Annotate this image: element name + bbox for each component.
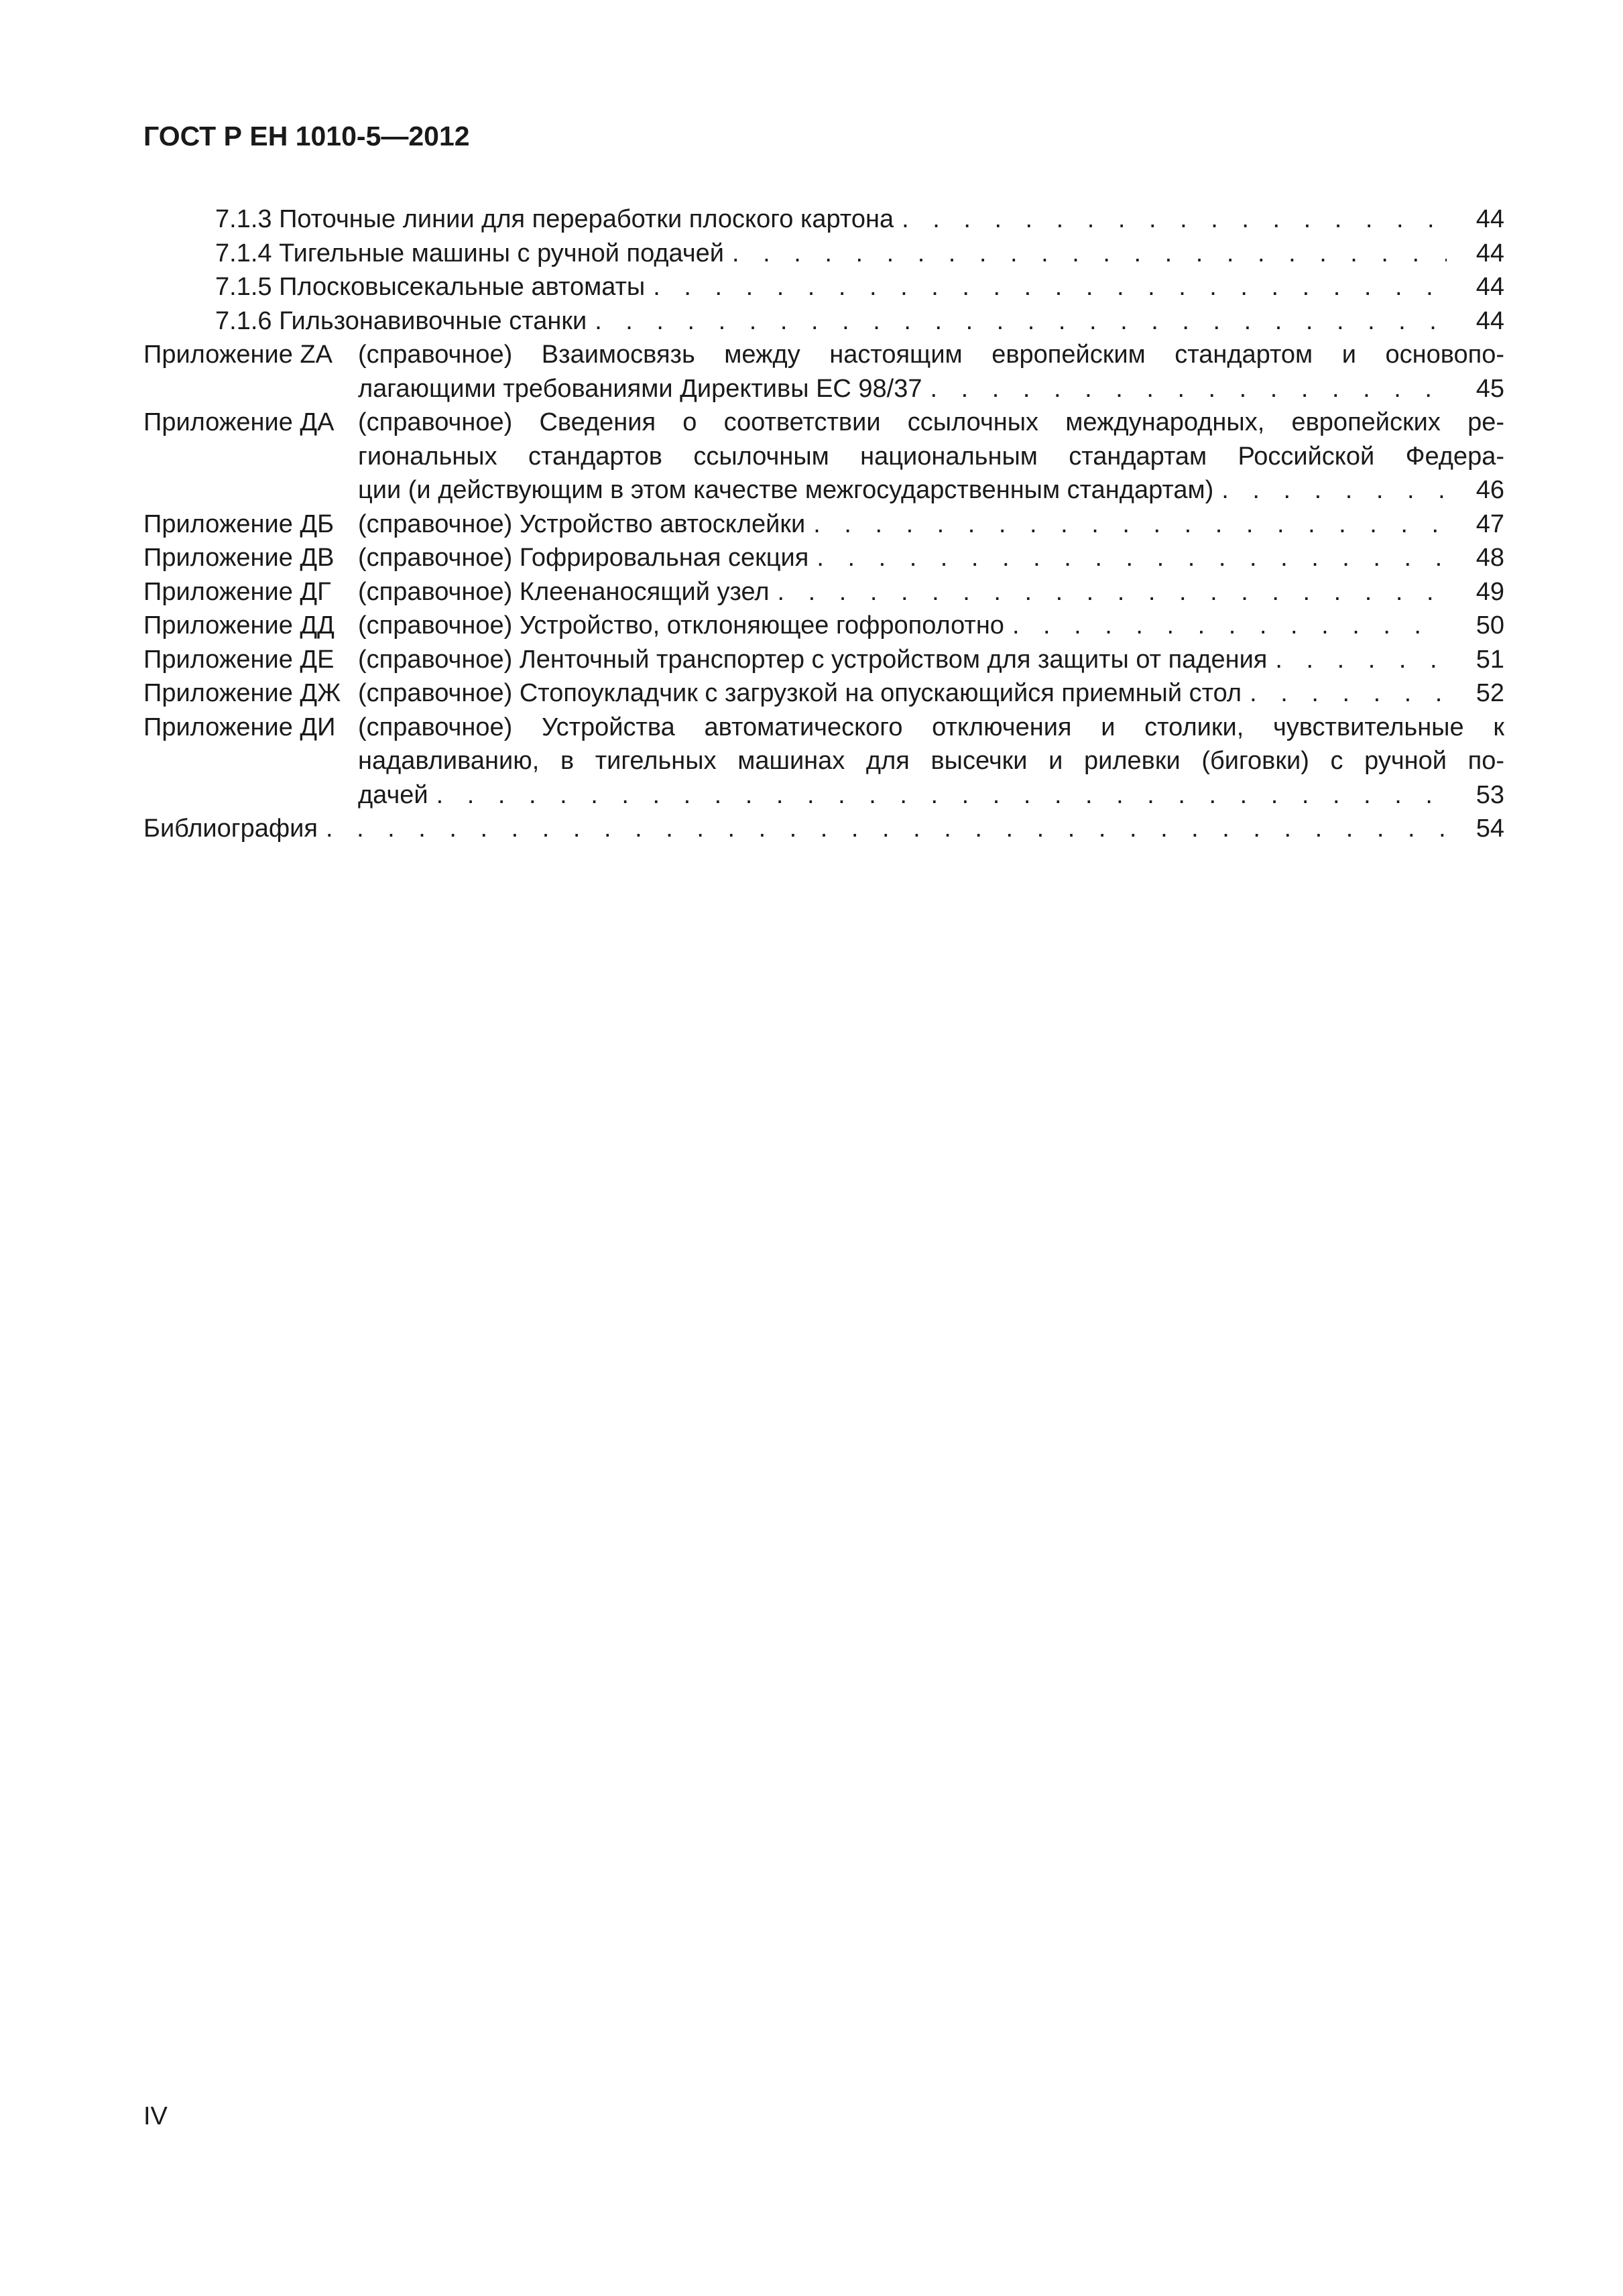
- appendix-label: Приложение ZA: [143, 341, 333, 369]
- toc-entry-appendix-db[interactable]: [143, 507, 1504, 542]
- toc-entry-text: (справочное) Ленточный транспортер с устройством для защиты от падения: [358, 645, 1268, 674]
- toc-page-number: 53: [1476, 780, 1504, 809]
- toc-entry-text: (справочное) Устройства автоматического отключения и столики, чувствительные к: [358, 713, 1504, 741]
- dot-leader: [1012, 609, 1447, 643]
- toc-entry-appendix-za[interactable]: [143, 338, 1504, 406]
- dot-leader: [653, 270, 1447, 304]
- toc-page-number: 44: [1476, 273, 1504, 301]
- toc-page-number: 45: [1476, 374, 1504, 403]
- toc-page-number: 51: [1476, 645, 1504, 674]
- appendix-label: Приложение ДД: [143, 611, 335, 640]
- toc-entry-appendix-dv[interactable]: [143, 541, 1504, 575]
- appendix-label: Приложение ДИ: [143, 713, 336, 741]
- table-of-contents: [143, 202, 1504, 846]
- appendix-label: Приложение ДЕ: [143, 645, 335, 674]
- toc-page-number: 54: [1476, 814, 1504, 843]
- dot-leader: [930, 372, 1447, 406]
- dot-leader: [732, 237, 1447, 271]
- toc-entry-text: ции (и действующим в этом качестве межгосударственным стандартам): [358, 476, 1214, 504]
- toc-entry-appendix-dd[interactable]: [143, 609, 1504, 643]
- toc-entry-appendix-di[interactable]: [143, 711, 1504, 812]
- toc-entry-text: гиональных стандартов ссылочным национальным стандартам Российской Федера-: [358, 442, 1504, 471]
- dot-leader: [778, 575, 1447, 609]
- toc-entry-7-1-4[interactable]: [143, 237, 1504, 271]
- dot-leader: [1275, 643, 1447, 677]
- dot-leader: [1221, 473, 1447, 507]
- dot-leader: [1250, 676, 1447, 711]
- toc-entry-bibliography[interactable]: [143, 812, 1504, 846]
- toc-entry-7-1-3[interactable]: [143, 202, 1504, 237]
- toc-entry-text: 7.1.3 Поточные линии для переработки плоского картона: [215, 205, 894, 233]
- dot-leader: [436, 778, 1447, 812]
- toc-entry-text: (справочное) Взаимосвязь между настоящим европейским стандартом и основопо-: [358, 341, 1504, 369]
- toc-page-number: 44: [1476, 239, 1504, 267]
- footer-page-number: IV: [143, 2102, 168, 2130]
- toc-page-number: 47: [1476, 509, 1504, 538]
- appendix-label: Приложение ДА: [143, 408, 335, 436]
- toc-entry-text: (справочное) Гофрировальная секция: [358, 544, 809, 572]
- toc-page-number: 50: [1476, 611, 1504, 640]
- document-header: ГОСТ Р ЕН 1010-5—2012: [143, 121, 470, 152]
- dot-leader: [813, 507, 1447, 542]
- toc-entry-text: (справочное) Клеенаносящий узел: [358, 577, 770, 606]
- toc-page-number: 48: [1476, 544, 1504, 572]
- toc-entry-text: 7.1.6 Гильзонавивочные станки: [215, 306, 587, 335]
- toc-entry-text: (справочное) Стопоукладчик с загрузкой на опускающийся приемный стол: [358, 679, 1242, 707]
- dot-leader: [595, 304, 1447, 339]
- appendix-label: Приложение ДГ: [143, 577, 331, 606]
- appendix-label: Приложение ДЖ: [143, 679, 341, 707]
- toc-page-number: 52: [1476, 679, 1504, 707]
- appendix-label: Приложение ДВ: [143, 544, 335, 572]
- toc-entry-text: (справочное) Сведения о соответствии ссылочных международных, европейских ре-: [358, 408, 1504, 436]
- appendix-label: Приложение ДБ: [143, 509, 335, 538]
- toc-page-number: 44: [1476, 205, 1504, 233]
- dot-leader: [902, 202, 1447, 237]
- toc-entry-text: (справочное) Устройство автосклейки: [358, 509, 806, 538]
- toc-entry-appendix-da[interactable]: [143, 406, 1504, 507]
- dot-leader: [817, 541, 1447, 575]
- toc-entry-text: (справочное) Устройство, отклоняющее гофрополотно: [358, 611, 1004, 640]
- toc-page-number: 49: [1476, 577, 1504, 606]
- toc-entry-appendix-dzh[interactable]: [143, 676, 1504, 711]
- dot-leader: [326, 812, 1447, 846]
- toc-entry-text: надавливанию, в тигельных машинах для высечки и рилевки (биговки) с ручной по-: [358, 747, 1504, 775]
- toc-entry-text: 7.1.4 Тигельные машины с ручной подачей: [215, 239, 724, 267]
- toc-entry-appendix-de[interactable]: [143, 643, 1504, 677]
- toc-page-number: 46: [1476, 476, 1504, 504]
- toc-entry-7-1-6[interactable]: [143, 304, 1504, 339]
- toc-page-number: 44: [1476, 306, 1504, 335]
- toc-entry-appendix-dg[interactable]: [143, 575, 1504, 609]
- toc-entry-text: Библиография: [143, 814, 318, 843]
- toc-entry-text: 7.1.5 Плосковысекальные автоматы: [215, 273, 646, 301]
- toc-entry-7-1-5[interactable]: [143, 270, 1504, 304]
- toc-entry-text: дачей: [358, 780, 428, 809]
- toc-entry-text: лагающими требованиями Директивы ЕС 98/37: [358, 374, 922, 403]
